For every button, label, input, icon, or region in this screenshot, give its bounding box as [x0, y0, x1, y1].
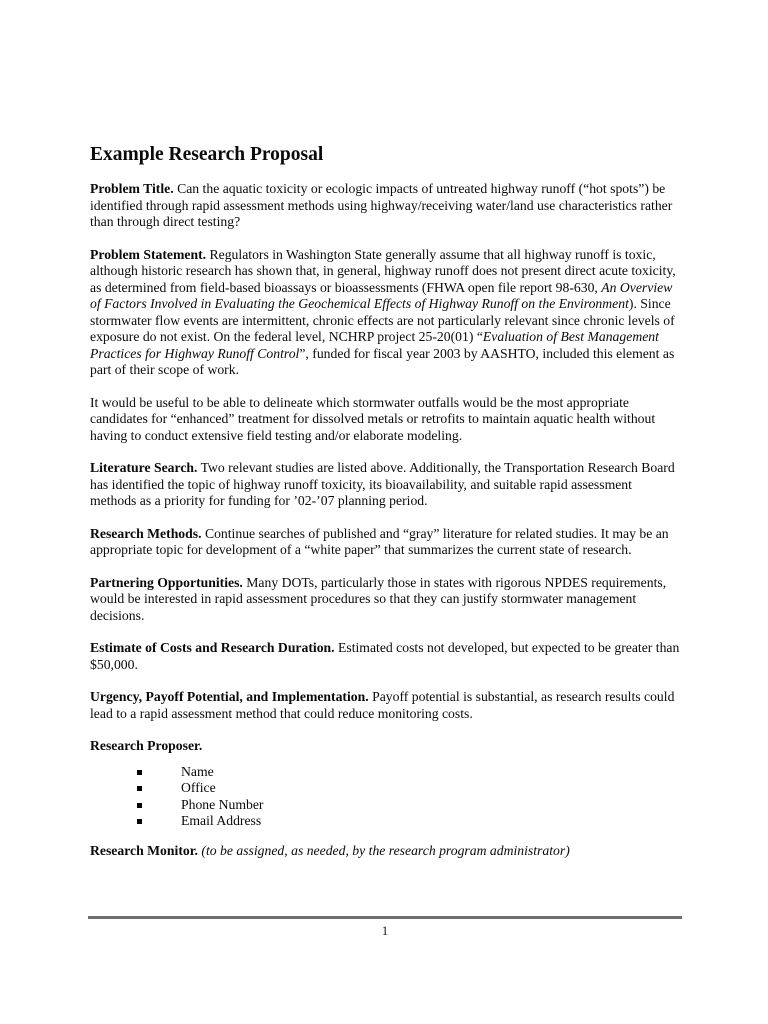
list-item	[90, 764, 680, 781]
section-body-partnering-opportunities: Many DOTs, particularly those in states with rigorous NPDES requirements, would be interested in rapid assessment procedures so that they can justify stormwater management decisions.	[90, 574, 667, 623]
page-number: 1	[381, 923, 389, 938]
page-footer	[88, 916, 682, 938]
list-item	[90, 780, 680, 797]
footer-rule	[88, 916, 682, 919]
paragraph-research-proposer	[90, 738, 680, 755]
section-heading-urgency: Urgency, Payoff Potential, and Implementation.	[90, 689, 369, 704]
section-body-problem-statement-2: ). Since stormwater flow events are intermittent, chronic effects are not particularly relevant since chronic levels of exposure do not exist. On the federal level, NCHRP project 25-20(01) “	[90, 296, 675, 344]
paragraph-literature-search	[90, 460, 680, 510]
document-title: Example Research Proposal	[90, 144, 324, 165]
paragraph-problem-statement-cont	[90, 395, 680, 445]
section-body-costs-duration: Estimated costs not developed, but expected to be greater than $50,000.	[90, 640, 680, 672]
section-heading-problem-title: Problem Title.	[90, 181, 174, 196]
list-item	[90, 813, 680, 830]
paragraph-research-methods	[90, 526, 680, 559]
citation-title-fhwa: An Overview of Factors Involved in Evaluating the Geochemical Effects of Highway Runoff on the Environment	[90, 279, 673, 311]
list-item-label: Email Address	[181, 813, 262, 828]
paragraph-research-monitor	[90, 843, 680, 860]
list-item-label: Office	[181, 780, 216, 795]
paragraph-costs-duration	[90, 640, 680, 673]
section-body-research-methods: Continue searches of published and “gray” literature for related studies. It may be an appropriate topic for development of a “white paper” that summarizes the current state of research.	[90, 525, 669, 557]
paragraph-urgency	[90, 689, 680, 722]
section-body-problem-statement-3: ”, funded for fiscal year 2003 by AASHTO, included this element as part of their scope of work.	[90, 345, 675, 377]
square-bullet-icon	[137, 770, 142, 775]
square-bullet-icon	[137, 803, 142, 808]
list-item	[90, 797, 680, 814]
section-body-problem-statement-1: Regulators in Washington State generally assume that all highway runoff is toxic, although historic research has shown that, in general, highway runoff does not present direct acute toxicity, as determined from field-based bioassays or bioassessments (FHWA open file report 98-630,	[90, 246, 676, 295]
square-bullet-icon	[137, 819, 142, 824]
section-heading-research-proposer: Research Proposer.	[90, 738, 203, 753]
section-body-problem-title: Can the aquatic toxicity or ecologic impacts of untreated highway runoff (“hot spots”) be identified through rapid assessment methods using highway/receiving water/land use characteristics rather than through direct testing?	[90, 181, 673, 229]
section-heading-costs-duration: Estimate of Costs and Research Duration.	[90, 640, 335, 655]
section-heading-partnering-opportunities: Partnering Opportunities.	[90, 574, 243, 590]
section-heading-literature-search: Literature Search.	[90, 460, 198, 475]
section-heading-problem-statement: Problem Statement.	[90, 246, 207, 262]
paragraph-problem-statement	[90, 247, 680, 379]
list-item-label: Phone Number	[181, 796, 264, 812]
square-bullet-icon	[137, 786, 142, 791]
research-proposer-list	[90, 764, 680, 830]
section-body-problem-statement-cont: It would be useful to be able to delineate which stormwater outfalls would be the most appropriate candidates for “enhanced” treatment for dissolved metals or retrofits to maintain aquatic health without having to conduct extensive field testing and/or elaborate modeling.	[90, 394, 656, 443]
list-item-label: Name	[181, 763, 214, 779]
section-body-literature-search: Two relevant studies are listed above. Additionally, the Transportation Research Board has identified the topic of highway runoff toxicity, its bioavailability, and suitable rapid assessment methods as a priority for funding for ’02-’07 planning period.	[90, 460, 675, 508]
section-heading-research-methods: Research Methods.	[90, 525, 202, 541]
section-body-urgency: Payoff potential is substantial, as research results could lead to a rapid assessment method that could reduce monitoring costs.	[90, 689, 675, 721]
section-heading-research-monitor: Research Monitor.	[90, 842, 198, 858]
paragraph-partnering-opportunities	[90, 575, 680, 625]
research-monitor-note: (to be assigned, as needed, by the research program administrator)	[197, 842, 570, 858]
citation-title-nchrp: Evaluation of Best Management Practices for Highway Runoff Control	[90, 329, 659, 361]
paragraph-problem-title	[90, 181, 680, 231]
